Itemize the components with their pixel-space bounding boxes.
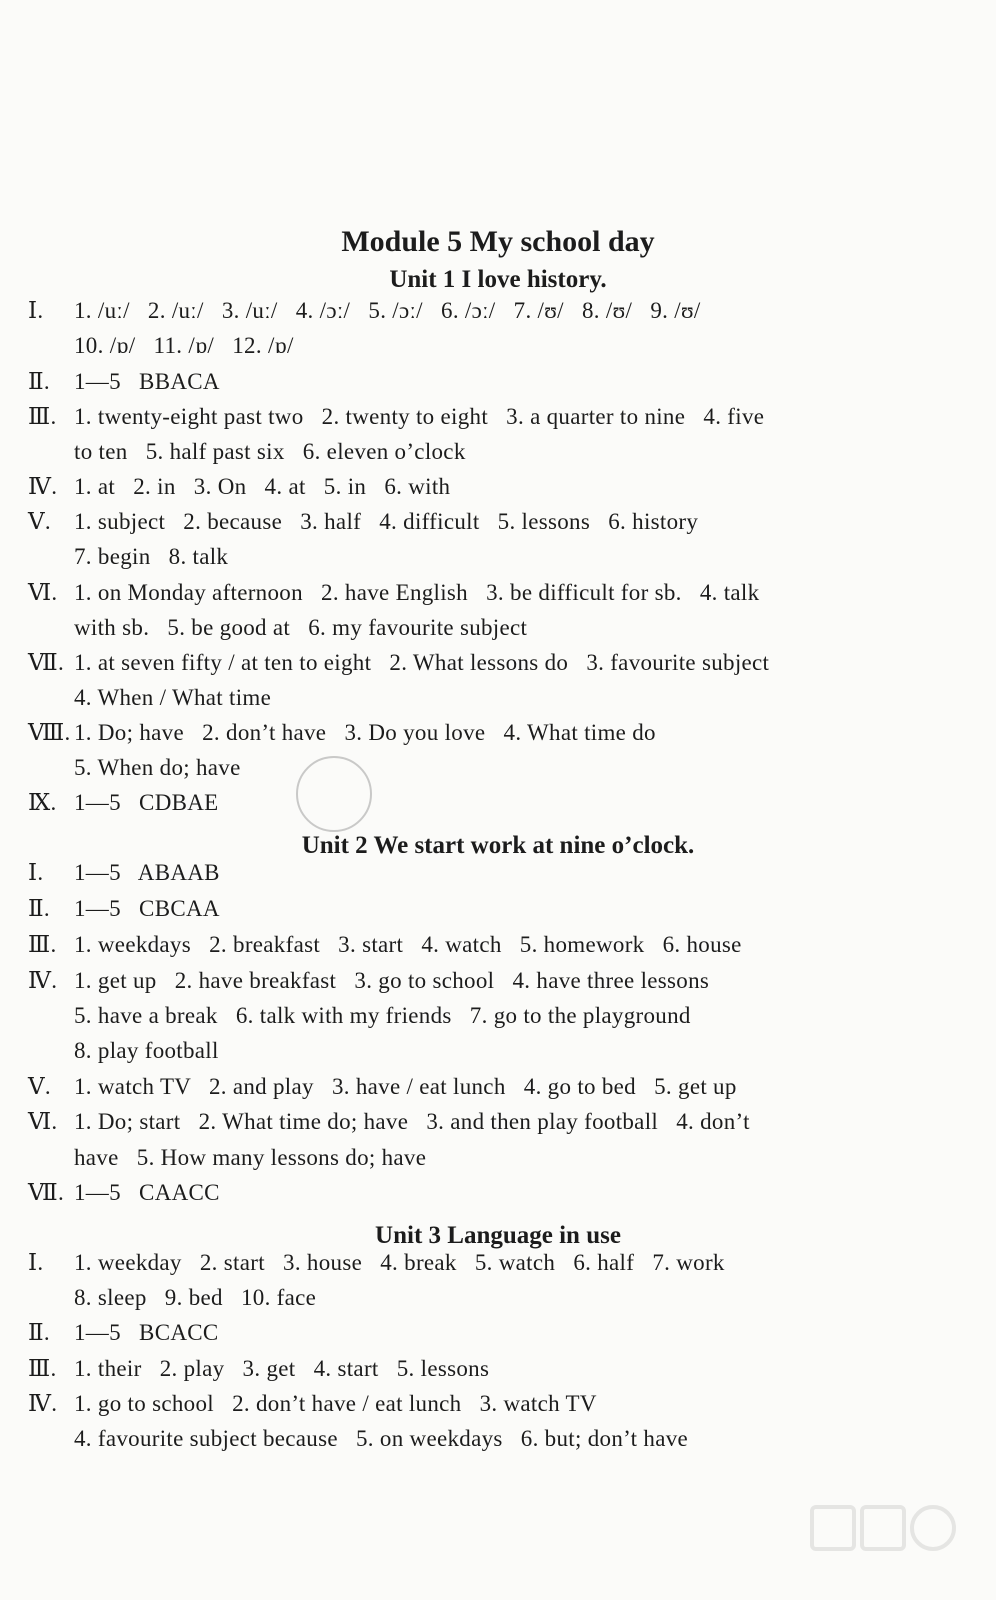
answer-line <box>74 1038 996 1064</box>
section-number: Ⅲ. <box>28 932 57 957</box>
stamp-seal-icon <box>296 756 372 832</box>
section-number: Ⅲ. <box>28 404 57 429</box>
unit-2-title: Unit 2 We start work at nine o’clock. <box>301 832 695 859</box>
section-number: Ⅶ. <box>28 650 65 675</box>
section-number: Ⅴ. <box>28 1074 51 1099</box>
answer-text: 1. weekday 2. start 3. house 4. break 5. watch 6. half 7. work <box>74 1250 725 1275</box>
answer-line <box>74 755 996 781</box>
answer-line <box>28 790 978 816</box>
answer-line <box>74 333 996 359</box>
answer-text: 1. watch TV 2. and play 3. have / eat lunch 4. go to bed 5. get up <box>74 1074 737 1099</box>
section-number: Ⅱ. <box>28 1320 50 1345</box>
section-number: Ⅱ. <box>28 369 50 394</box>
section-number: Ⅵ. <box>28 1109 58 1134</box>
answer-text: 1—5 BCACC <box>74 1320 219 1345</box>
answer-text: 1. go to school 2. don’t have / eat lunch 3. watch TV <box>74 1391 597 1416</box>
watermark-logo-icon <box>810 1505 970 1585</box>
answer-line <box>28 580 978 606</box>
section-number: Ⅵ. <box>28 580 58 605</box>
answer-text: 8. play football <box>74 1038 219 1063</box>
answer-line <box>28 932 978 958</box>
answer-text: 1. Do; start 2. What time do; have 3. and then play football 4. don’t <box>74 1109 750 1134</box>
answer-text: 7. begin 8. talk <box>74 544 229 569</box>
answer-line <box>28 720 978 746</box>
answer-line <box>28 1180 978 1206</box>
answer-line <box>74 1285 996 1311</box>
answer-text: to ten 5. half past six 6. eleven o’clock <box>74 439 466 464</box>
answer-text: 4. favourite subject because 5. on weekdays 6. but; don’t have <box>74 1426 689 1451</box>
answer-line <box>74 544 996 570</box>
answer-text: with sb. 5. be good at 6. my favourite subject <box>74 615 528 640</box>
answer-text: 1. /uː/ 2. /uː/ 3. /uː/ 4. /ɔː/ 5. /ɔː/ 6. /ɔː/ 7. /ʊ/ 8. /ʊ/ 9. /ʊ/ <box>74 298 701 323</box>
answer-text: 1—5 BBACA <box>74 369 220 394</box>
answer-line <box>74 1145 996 1171</box>
answer-text: 1. at seven fifty / at ten to eight 2. What lessons do 3. favourite subject <box>74 650 770 675</box>
answer-line <box>74 685 996 711</box>
answer-text: have 5. How many lessons do; have <box>74 1145 427 1170</box>
answer-text: 1. their 2. play 3. get 4. start 5. lessons <box>74 1356 490 1381</box>
answer-text: 10. /ɒ/ 11. /ɒ/ 12. /ɒ/ <box>74 333 294 358</box>
answer-line <box>28 369 978 395</box>
section-number: Ⅶ. <box>28 1180 65 1205</box>
answer-line <box>28 896 978 922</box>
answer-line <box>28 1250 978 1276</box>
answer-text: 8. sleep 9. bed 10. face <box>74 1285 317 1310</box>
section-number: Ⅳ. <box>28 1391 58 1416</box>
module-title: Module 5 My school day <box>341 225 655 258</box>
answer-text: 1—5 ABAAB <box>74 860 220 885</box>
section-number: Ⅳ. <box>28 474 58 499</box>
section-number: Ⅰ. <box>28 298 44 323</box>
section-number: Ⅸ. <box>28 790 57 815</box>
answer-line <box>74 1003 996 1029</box>
answer-text: 1. at 2. in 3. On 4. at 5. in 6. with <box>74 474 451 499</box>
answer-text: 1. get up 2. have breakfast 3. go to school 4. have three lessons <box>74 968 710 993</box>
answer-line <box>28 1391 978 1417</box>
answer-text: 1—5 CAACC <box>74 1180 220 1205</box>
section-number: Ⅴ. <box>28 509 51 534</box>
section-number: Ⅰ. <box>28 860 44 885</box>
answer-line <box>28 968 978 994</box>
answer-text: 5. have a break 6. talk with my friends 7. go to the playground <box>74 1003 691 1028</box>
answer-line <box>28 509 978 535</box>
answer-line <box>28 1074 978 1100</box>
section-number: Ⅷ. <box>28 720 71 745</box>
answer-text: 1—5 CBCAA <box>74 896 220 921</box>
answer-line <box>28 1320 978 1346</box>
answer-text: 1. weekdays 2. breakfast 3. start 4. watch 5. homework 6. house <box>74 932 742 957</box>
section-number: Ⅰ. <box>28 1250 44 1275</box>
section-number: Ⅳ. <box>28 968 58 993</box>
answer-text: 1. twenty-eight past two 2. twenty to eight 3. a quarter to nine 4. five <box>74 404 765 429</box>
unit-3-title: Unit 3 Language in use <box>375 1222 621 1249</box>
answer-text: 4. When / What time <box>74 685 272 710</box>
section-number: Ⅱ. <box>28 896 50 921</box>
unit-1-title: Unit 1 I love history. <box>389 266 607 293</box>
answer-line <box>28 404 978 430</box>
section-number: Ⅲ. <box>28 1356 57 1381</box>
answer-text: 1. Do; have 2. don’t have 3. Do you love 4. What time do <box>74 720 656 745</box>
answer-line <box>74 615 996 641</box>
answer-text: 1. on Monday afternoon 2. have English 3. be difficult for sb. 4. talk <box>74 580 760 605</box>
answer-line <box>28 298 978 324</box>
answer-text: 1. subject 2. because 3. half 4. difficult 5. lessons 6. history <box>74 509 699 534</box>
answer-text: 1—5 CDBAE <box>74 790 219 815</box>
answer-line <box>28 1356 978 1382</box>
answer-text: 5. When do; have <box>74 755 241 780</box>
answer-line <box>28 474 978 500</box>
answer-line <box>28 650 978 676</box>
answer-line <box>74 439 996 465</box>
answer-line <box>28 1109 978 1135</box>
answer-line <box>74 1426 996 1452</box>
answer-line <box>28 860 978 886</box>
